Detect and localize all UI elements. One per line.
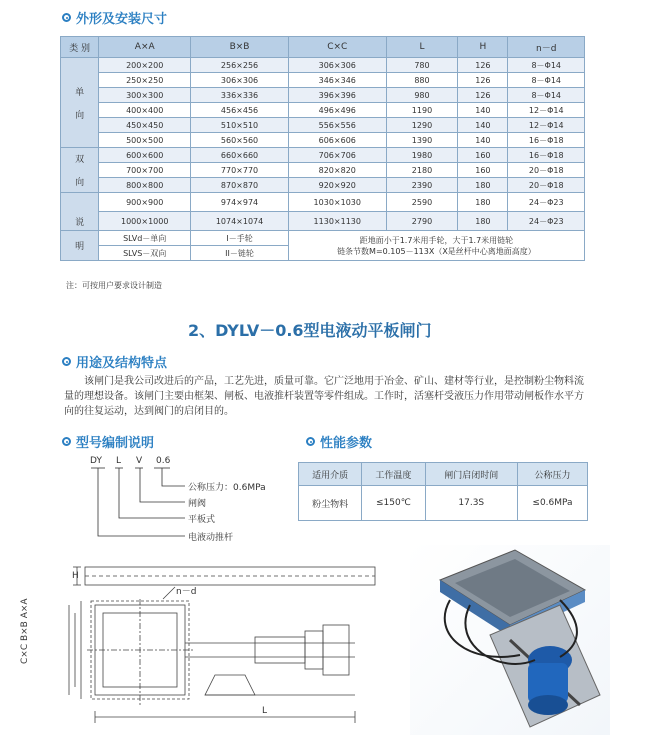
table-cell: 140 bbox=[458, 133, 508, 148]
table-row bbox=[61, 148, 585, 163]
label-actuator: 电液动推杆 bbox=[188, 533, 234, 543]
header-cell: 类 别 bbox=[61, 37, 99, 58]
gate-valve-illustration bbox=[410, 545, 610, 735]
footnote: 注：可按用户要求设计制造 bbox=[66, 281, 162, 290]
table-cell: 1130×1130 bbox=[288, 212, 386, 231]
table-cell: 250×250 bbox=[99, 73, 191, 88]
table-cell: 16－Φ18 bbox=[508, 148, 585, 163]
code-l: L bbox=[116, 456, 122, 466]
table-cell: 8－Φ14 bbox=[508, 58, 585, 73]
table-cell: 2180 bbox=[386, 163, 458, 178]
table-cell: 800×800 bbox=[99, 178, 191, 193]
note-cell: SLVd－单向 bbox=[99, 231, 191, 246]
table-cell: 396×396 bbox=[288, 88, 386, 103]
note-cell: II－链轮 bbox=[191, 246, 289, 261]
header-cell: 闸门启闭时间 bbox=[425, 463, 517, 486]
table-cell: 1074×1074 bbox=[191, 212, 289, 231]
table-cell: 140 bbox=[458, 103, 508, 118]
table-cell: 180 bbox=[458, 178, 508, 193]
table-cell: 1000×1000 bbox=[99, 212, 191, 231]
table-cell: 980 bbox=[386, 88, 458, 103]
category-char: 双 bbox=[75, 155, 85, 165]
value-cell: ≤150℃ bbox=[362, 486, 425, 521]
section-title: 外形及安装尺寸 bbox=[76, 12, 168, 27]
header-cell: B×B bbox=[191, 37, 289, 58]
section-heading-model bbox=[62, 432, 154, 451]
note-text-cell bbox=[288, 231, 584, 261]
technical-drawing bbox=[55, 555, 415, 735]
table-cell: 450×450 bbox=[99, 118, 191, 133]
category-char: 单 bbox=[75, 87, 85, 98]
section-heading-use bbox=[62, 352, 167, 371]
note-cell: I－手轮 bbox=[191, 231, 289, 246]
table-cell: 20－Φ18 bbox=[508, 163, 585, 178]
table-cell: 180 bbox=[458, 212, 508, 231]
table-cell: 1290 bbox=[386, 118, 458, 133]
table-cell: 456×456 bbox=[191, 103, 289, 118]
category-cell bbox=[61, 58, 99, 148]
table-row bbox=[61, 212, 585, 231]
table-row bbox=[61, 178, 585, 193]
table-cell: 180 bbox=[458, 193, 508, 212]
table-cell: 900×900 bbox=[99, 193, 191, 212]
table-cell: 160 bbox=[458, 148, 508, 163]
table-cell: 1390 bbox=[386, 133, 458, 148]
header-cell: C×C bbox=[288, 37, 386, 58]
section-heading-performance bbox=[306, 432, 372, 451]
value-cell: ≤0.6MPa bbox=[517, 486, 587, 521]
table-cell: 500×500 bbox=[99, 133, 191, 148]
code-pressure: 0.6 bbox=[156, 456, 171, 466]
label-pressure: 公称压力：0.6MPa bbox=[188, 483, 266, 493]
model-code-diagram bbox=[90, 456, 300, 546]
table-row bbox=[61, 163, 585, 178]
dimension-table bbox=[60, 36, 585, 261]
table-cell: 126 bbox=[458, 73, 508, 88]
table-cell: 1980 bbox=[386, 148, 458, 163]
circle-bullet-icon bbox=[306, 437, 315, 446]
value-cell: 粉尘物料 bbox=[299, 486, 362, 521]
header-cell: 工作温度 bbox=[362, 463, 425, 486]
dim-label-h: H bbox=[72, 571, 79, 581]
table-cell: 2390 bbox=[386, 178, 458, 193]
category-char: 向 bbox=[75, 178, 85, 188]
header-cell: n－d bbox=[508, 37, 585, 58]
table-cell: 496×496 bbox=[288, 103, 386, 118]
table-cell: 2790 bbox=[386, 212, 458, 231]
note-cell: SLVS－双向 bbox=[99, 246, 191, 261]
table-cell: 880 bbox=[386, 73, 458, 88]
circle-bullet-icon bbox=[62, 13, 71, 22]
table-row bbox=[61, 88, 585, 103]
code-dy: DY bbox=[90, 456, 102, 466]
product-photo bbox=[410, 545, 610, 735]
section-heading-dimensions bbox=[62, 8, 167, 27]
header-cell: 适用介质 bbox=[299, 463, 362, 486]
value-cell: 17.3S bbox=[425, 486, 517, 521]
header-cell: A×A bbox=[99, 37, 191, 58]
table-row bbox=[61, 193, 585, 212]
dim-label-nd: n－d bbox=[176, 587, 197, 597]
dim-label-l: L bbox=[262, 706, 268, 716]
table-row bbox=[61, 118, 585, 133]
table-cell: 2590 bbox=[386, 193, 458, 212]
table-cell: 560×560 bbox=[191, 133, 289, 148]
category-cell bbox=[61, 148, 99, 193]
table-cell: 200×200 bbox=[99, 58, 191, 73]
table-cell: 606×606 bbox=[288, 133, 386, 148]
table-cell: 780 bbox=[386, 58, 458, 73]
table-cell: 556×556 bbox=[288, 118, 386, 133]
table-cell: 660×660 bbox=[191, 148, 289, 163]
table-cell: 770×770 bbox=[191, 163, 289, 178]
description-paragraph: 该闸门是我公司改进后的产品，工艺先进，质量可靠。它广泛地用于冶金、矿山、建材等行业，是控制粉尘物料流量的理想设备。该闸门主要由框架、闸板、电液推杆装置等零件组成。工作时，活塞杆受液压力作用带动闸板作水平方向的往复运动，达到阀门的启闭目的。 bbox=[64, 376, 584, 417]
table-cell: 256×256 bbox=[191, 58, 289, 73]
category-char: 向 bbox=[75, 110, 85, 121]
section-title: 用途及结构特点 bbox=[76, 356, 168, 371]
table-cell: 600×600 bbox=[99, 148, 191, 163]
table-cell: 974×974 bbox=[191, 193, 289, 212]
circle-bullet-icon bbox=[62, 437, 71, 446]
table-cell: 400×400 bbox=[99, 103, 191, 118]
table-cell: 336×336 bbox=[191, 88, 289, 103]
header-cell: H bbox=[458, 37, 508, 58]
table-cell: 12－Φ14 bbox=[508, 103, 585, 118]
dim-label-sizes: C×C B×B A×A bbox=[20, 598, 30, 664]
table-row bbox=[61, 58, 585, 73]
category-cell bbox=[61, 193, 99, 231]
section-title: 性能参数 bbox=[320, 436, 373, 451]
table-cell: 24－Φ23 bbox=[508, 212, 585, 231]
header-cell: L bbox=[386, 37, 458, 58]
table-cell: 510×510 bbox=[191, 118, 289, 133]
table-cell: 1030×1030 bbox=[288, 193, 386, 212]
label-flat: 平板式 bbox=[188, 515, 216, 525]
table-cell: 12－Φ14 bbox=[508, 118, 585, 133]
table-cell: 8－Φ14 bbox=[508, 73, 585, 88]
category-cell bbox=[61, 231, 99, 261]
table-cell: 126 bbox=[458, 58, 508, 73]
table-cell: 870×870 bbox=[191, 178, 289, 193]
table-cell: 700×700 bbox=[99, 163, 191, 178]
performance-table bbox=[298, 462, 588, 521]
table-cell: 160 bbox=[458, 163, 508, 178]
table-cell: 16－Φ18 bbox=[508, 133, 585, 148]
table-cell: 820×820 bbox=[288, 163, 386, 178]
table-row bbox=[61, 103, 585, 118]
header-cell: 公称压力 bbox=[517, 463, 587, 486]
table-cell: 24－Φ23 bbox=[508, 193, 585, 212]
table-cell: 1190 bbox=[386, 103, 458, 118]
table-cell: 306×306 bbox=[288, 58, 386, 73]
section-title: 型号编制说明 bbox=[76, 436, 155, 451]
table-cell: 346×346 bbox=[288, 73, 386, 88]
table-row bbox=[61, 133, 585, 148]
product-title: 2、DYLV－0.6型电液动平板闸门 bbox=[188, 321, 432, 340]
table-header-row bbox=[61, 37, 585, 58]
category-char: 明 bbox=[75, 242, 85, 252]
table-row bbox=[61, 73, 585, 88]
table-cell: 920×920 bbox=[288, 178, 386, 193]
table-cell: 20－Φ18 bbox=[508, 178, 585, 193]
note-row bbox=[61, 231, 585, 246]
category-char: 说 bbox=[75, 218, 85, 228]
table-cell: 300×300 bbox=[99, 88, 191, 103]
table-cell: 126 bbox=[458, 88, 508, 103]
table-cell: 140 bbox=[458, 118, 508, 133]
note-text: 链条节数M=0.105－113X（X是丝杆中心离地面高度） bbox=[337, 246, 536, 256]
note-text: 距地面小于1.7米用手轮，大于1.7米用链轮 bbox=[359, 235, 514, 245]
label-gate: 闸阀 bbox=[188, 499, 207, 509]
code-v: V bbox=[136, 456, 143, 466]
table-cell: 306×306 bbox=[191, 73, 289, 88]
table-cell: 8－Φ14 bbox=[508, 88, 585, 103]
circle-bullet-icon bbox=[62, 357, 71, 366]
table-cell: 706×706 bbox=[288, 148, 386, 163]
